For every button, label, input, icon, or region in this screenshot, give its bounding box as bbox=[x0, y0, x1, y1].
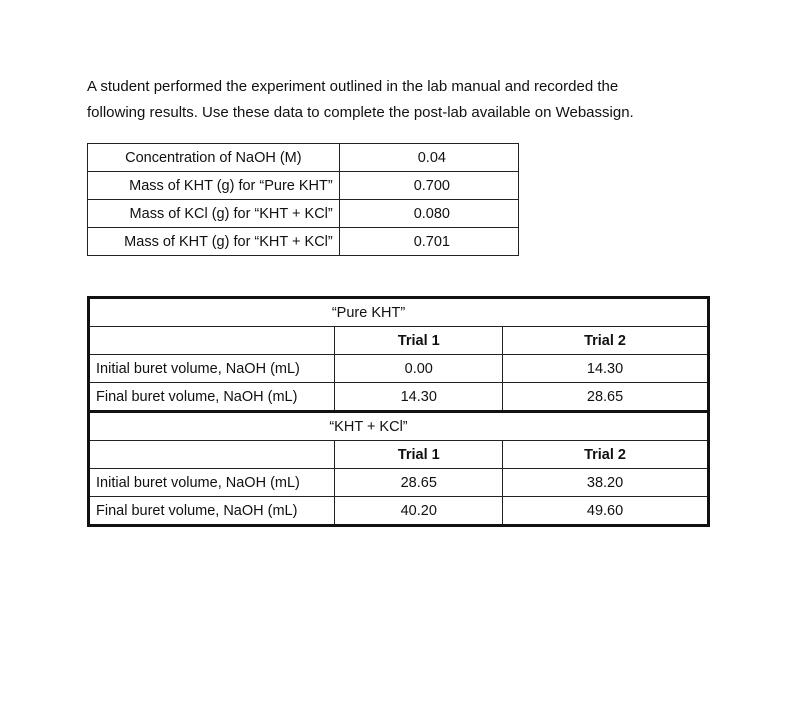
table-row bbox=[88, 200, 519, 228]
row-label: Initial buret volume, NaOH (mL) bbox=[89, 469, 335, 497]
empty-cell bbox=[89, 327, 335, 355]
section-title: “Pure KHT” bbox=[89, 298, 709, 327]
summary-table bbox=[87, 143, 519, 256]
trial-header-row bbox=[89, 327, 709, 355]
trial-2-header: Trial 2 bbox=[503, 441, 709, 469]
row-value: 0.080 bbox=[339, 200, 518, 228]
section-title: “KHT + KCl” bbox=[89, 412, 709, 441]
trial-1-header: Trial 1 bbox=[335, 327, 503, 355]
table-row bbox=[89, 469, 709, 497]
table-row bbox=[89, 383, 709, 412]
table-row bbox=[89, 497, 709, 526]
trial-1-value: 40.20 bbox=[335, 497, 503, 526]
row-label: Initial buret volume, NaOH (mL) bbox=[89, 355, 335, 383]
trial-1-value: 14.30 bbox=[335, 383, 503, 412]
empty-cell bbox=[89, 441, 335, 469]
trial-2-header: Trial 2 bbox=[503, 327, 709, 355]
trial-1-header: Trial 1 bbox=[335, 441, 503, 469]
row-label: Mass of KCl (g) for “KHT + KCl” bbox=[88, 200, 340, 228]
trial-2-value: 14.30 bbox=[503, 355, 709, 383]
row-label: Final buret volume, NaOH (mL) bbox=[89, 383, 335, 412]
row-value: 0.04 bbox=[339, 144, 518, 172]
section-title-row bbox=[89, 298, 709, 327]
row-value: 0.701 bbox=[339, 228, 518, 256]
row-label: Concentration of NaOH (M) bbox=[88, 144, 340, 172]
section-title-row bbox=[89, 412, 709, 441]
table-row bbox=[89, 355, 709, 383]
trial-1-value: 28.65 bbox=[335, 469, 503, 497]
trial-2-value: 49.60 bbox=[503, 497, 709, 526]
trial-1-value: 0.00 bbox=[335, 355, 503, 383]
trial-2-value: 38.20 bbox=[503, 469, 709, 497]
intro-line-2: following results. Use these data to complete the post-lab available on Webassign. bbox=[87, 104, 634, 121]
row-label: Mass of KHT (g) for “Pure KHT” bbox=[88, 172, 340, 200]
table-row bbox=[88, 172, 519, 200]
trials-table bbox=[87, 296, 710, 527]
intro-paragraph bbox=[87, 74, 727, 126]
trial-2-value: 28.65 bbox=[503, 383, 709, 412]
row-value: 0.700 bbox=[339, 172, 518, 200]
table-row bbox=[88, 144, 519, 172]
table-row bbox=[88, 228, 519, 256]
trial-header-row bbox=[89, 441, 709, 469]
row-label: Mass of KHT (g) for “KHT + KCl” bbox=[88, 228, 340, 256]
intro-line-1: A student performed the experiment outlined in the lab manual and recorded the bbox=[87, 78, 619, 95]
row-label: Final buret volume, NaOH (mL) bbox=[89, 497, 335, 526]
